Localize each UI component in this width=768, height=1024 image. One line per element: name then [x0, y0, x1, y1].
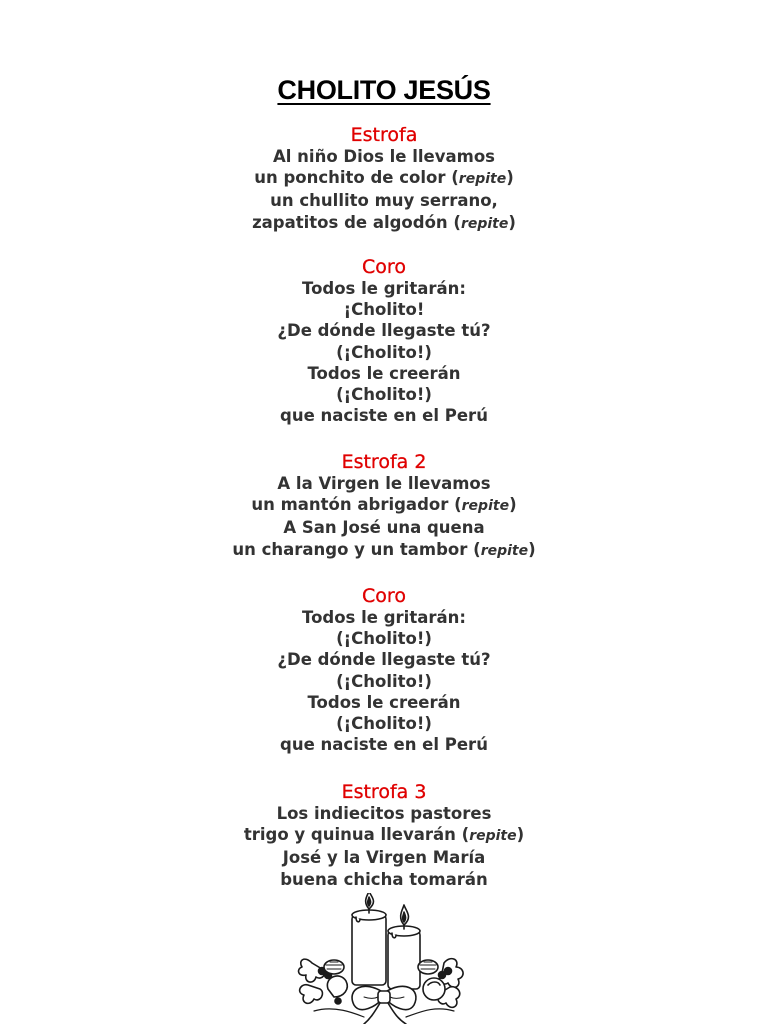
lyric-line: (¡Cholito!) — [336, 629, 432, 649]
lyric-line: Los indiecitos pastores — [276, 804, 492, 823]
section-heading: Coro — [362, 585, 406, 607]
song-title-text: CHOLITO JESÚS — [277, 75, 491, 105]
lyric-line: un charango y un tambor (repite) — [232, 539, 536, 559]
lyric-line: Todos le creerán — [307, 363, 461, 383]
lyric-line: Al niño Dios le llevamos — [273, 147, 495, 166]
lyric-line: que naciste en el Perú — [280, 406, 488, 426]
repeat-note: repite — [461, 498, 510, 515]
lyric-line: un chullito muy serrano, — [270, 191, 498, 211]
lyric-line: José y la Virgen María — [282, 848, 486, 868]
repeat-note: repite — [458, 171, 507, 188]
lyric-line: un mantón abrigador (repite) — [251, 495, 517, 515]
section-heading: Coro — [362, 256, 406, 278]
section-estrofa-1 — [0, 124, 768, 235]
lyric-line: un ponchito de color (repite) — [254, 168, 514, 188]
section-coro-2 — [0, 585, 768, 755]
lyric-line: Todos le gritarán: — [302, 608, 466, 627]
repeat-note: repite — [460, 215, 509, 232]
lyric-line: A San José una quena — [283, 518, 485, 538]
song-title — [0, 72, 768, 108]
section-heading: Estrofa 2 — [341, 451, 427, 473]
lyric-line: zapatitos de algodón (repite) — [252, 212, 516, 232]
section-estrofa-2 — [0, 451, 768, 562]
repeat-note: repite — [469, 828, 517, 845]
lyric-line: Todos le gritarán: — [302, 279, 466, 298]
section-coro-1 — [0, 256, 768, 426]
lyric-line: A la Virgen le llevamos — [277, 474, 491, 493]
lyric-line: (¡Cholito!) — [336, 342, 432, 362]
lyric-line: (¡Cholito!) — [336, 385, 432, 405]
lyric-line: (¡Cholito!) — [336, 714, 432, 734]
lyric-line: ¿De dónde llegaste tú? — [277, 650, 491, 670]
section-estrofa-3 — [0, 781, 768, 890]
christmas-candles-icon — [294, 893, 474, 1024]
lyric-line: trigo y quinua llevarán (repite) — [243, 825, 525, 845]
lyric-line: ¿De dónde llegaste tú? — [277, 321, 491, 341]
section-heading: Estrofa 3 — [341, 781, 427, 803]
lyric-line: buena chicha tomarán — [280, 869, 488, 889]
lyric-line: ¡Cholito! — [343, 300, 425, 320]
section-heading: Estrofa — [350, 124, 418, 146]
lyric-line: que naciste en el Perú — [280, 735, 488, 755]
lyric-line: (¡Cholito!) — [336, 671, 432, 691]
repeat-note: repite — [480, 542, 529, 559]
lyric-line: Todos le creerán — [307, 692, 461, 712]
